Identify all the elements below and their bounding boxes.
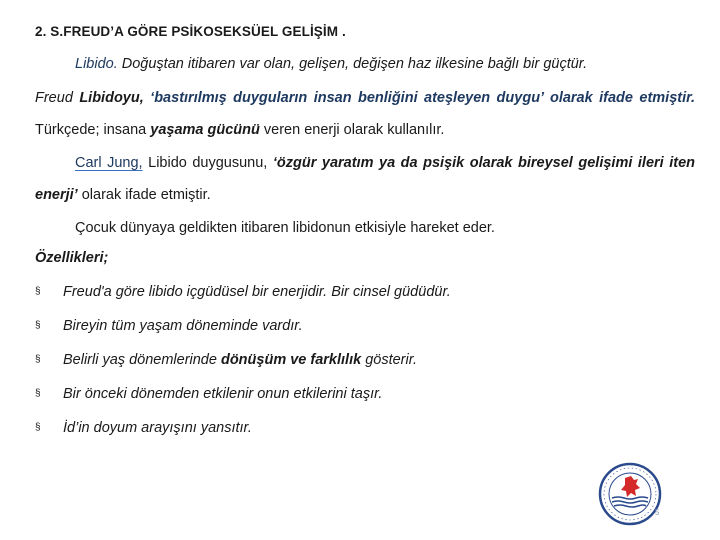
- freud-term: Libidoyu,: [79, 90, 144, 106]
- child-text: Çocuk dünyaya geldikten itibaren libidonun etkisiyle hareket eder.: [75, 220, 495, 236]
- bullet-icon: §: [35, 286, 41, 297]
- list-item-bold: dönüşüm ve farklılık: [220, 352, 362, 368]
- list-item-text: Freud'a göre libido içgüdüsel bir enerjidir. Bir cinsel güdüdür.: [63, 284, 451, 300]
- child-paragraph: [35, 212, 695, 244]
- features-heading: Özellikleri;: [35, 250, 109, 266]
- bullet-icon: §: [35, 354, 41, 365]
- list-item: [35, 348, 695, 382]
- freud-rest-2: veren enerji olarak kullanılır.: [259, 122, 445, 138]
- freud-paragraph: [35, 82, 695, 146]
- list-item-text: Bireyin tüm yaşam döneminde vardır.: [63, 318, 303, 334]
- libido-definition-text: Doğuştan itibaren var olan, gelişen, değişen haz ilkesine bağlı bir güçtür.: [117, 56, 588, 72]
- freud-lead: Freud: [35, 90, 80, 106]
- list-item: [35, 314, 695, 348]
- list-item-text: İd’in doyum arayışını yansıtır.: [63, 420, 252, 436]
- jung-text-1: Libido duygusunu,: [142, 155, 273, 171]
- list-item-text: Bir önceki dönemden etkilenir onun etkilerini taşır.: [63, 386, 383, 402]
- features-list: [35, 280, 695, 450]
- freud-emphasis: yaşama gücünü: [150, 122, 260, 138]
- freud-rest-1: Türkçede; insana: [35, 122, 151, 138]
- libido-definition: [35, 48, 695, 80]
- libido-term: Libido.: [75, 56, 118, 72]
- page-number: 5: [655, 508, 660, 517]
- bullet-icon: §: [35, 388, 41, 399]
- carl-jung-link[interactable]: Carl Jung,: [75, 155, 143, 171]
- university-logo-icon: [598, 462, 662, 526]
- list-item-text-end: gösterir.: [361, 352, 418, 368]
- slide-title: 2. S.FREUD’A GÖRE PSİKOSEKSÜEL GELİŞİM .: [35, 24, 346, 39]
- list-item: [35, 382, 695, 416]
- list-item: [35, 280, 695, 314]
- jung-paragraph: [35, 147, 695, 211]
- list-item: [35, 416, 695, 450]
- list-item-text: Belirli yaş dönemlerinde: [63, 352, 221, 368]
- jung-quote: ‘özgür yaratım ya da psişik olarak bireysel gelişimi ileri iten enerji’: [35, 155, 695, 203]
- jung-text-2: olarak ifade etmiştir.: [77, 187, 211, 203]
- bullet-icon: §: [35, 422, 41, 433]
- bullet-icon: §: [35, 320, 41, 331]
- freud-quote: ‘bastırılmış duyguların insan benliğini ateşleyen duygu’ olarak ifade etmiştir.: [143, 90, 695, 106]
